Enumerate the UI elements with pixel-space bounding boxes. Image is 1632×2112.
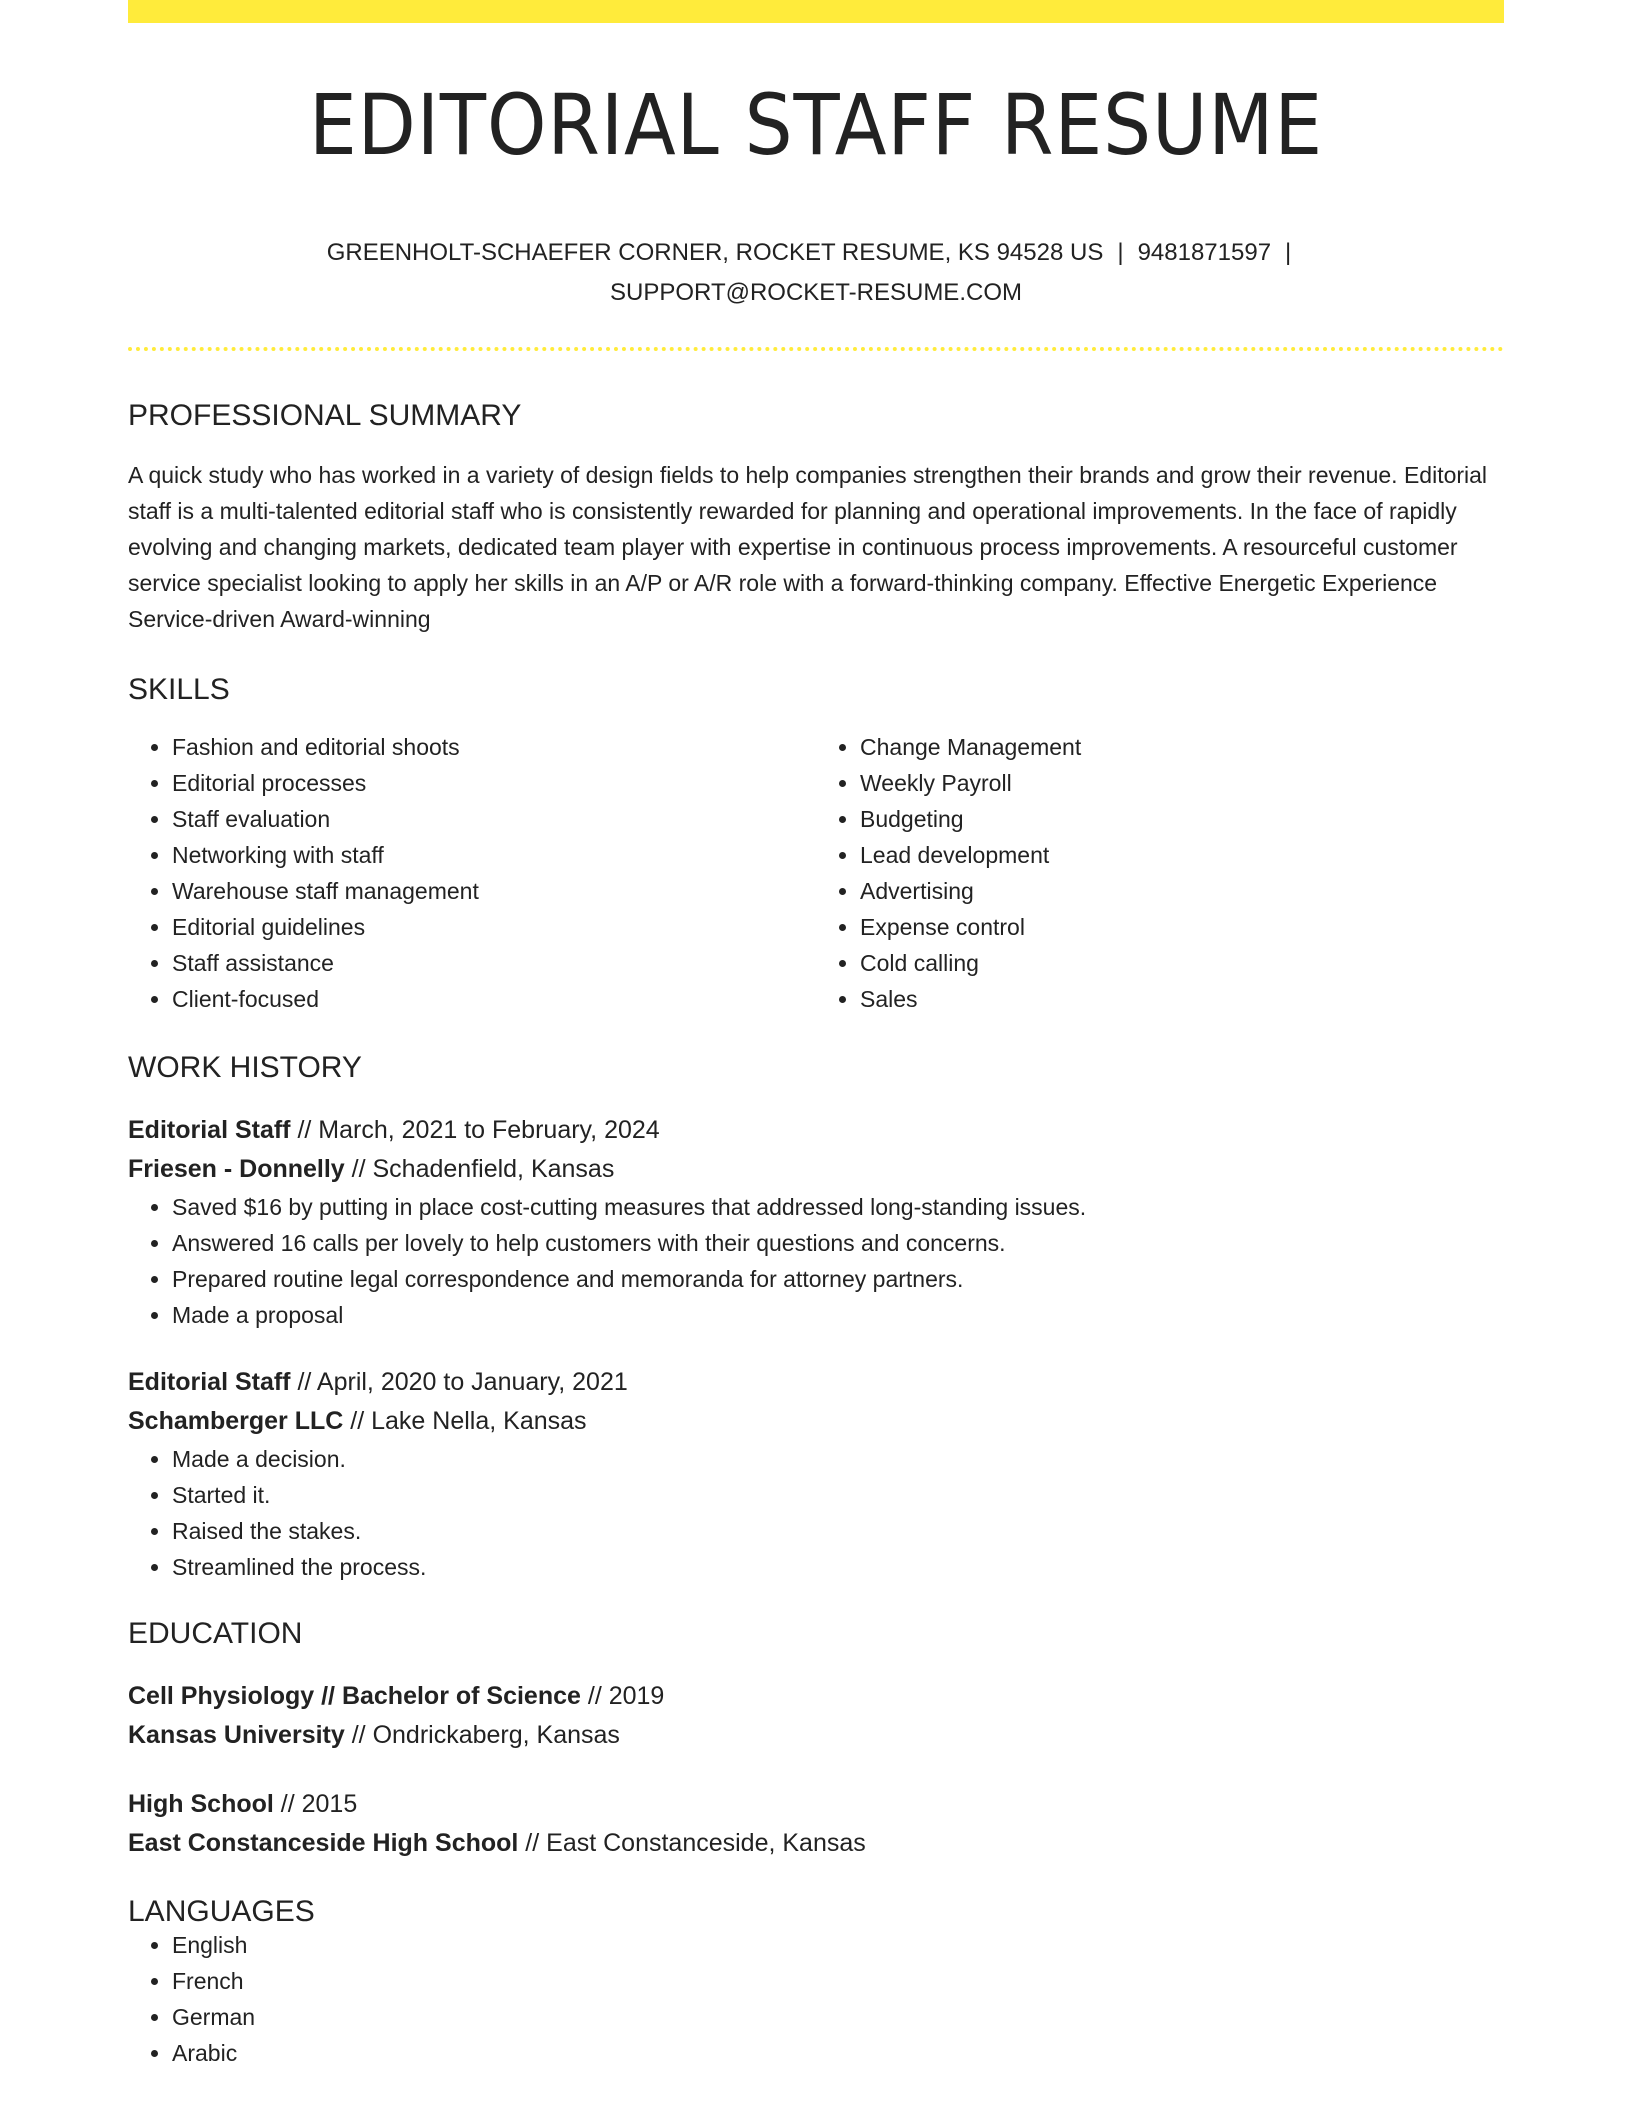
skill-item: • Budgeting [860,801,1504,837]
skill-item: • Change Management [860,729,1504,765]
job-title-line [128,1111,1504,1150]
job-bullet: • Streamlined the process. [172,1549,1504,1585]
skill-item: • Editorial guidelines [172,909,816,945]
job-dates: // April, 2020 to January, 2021 [290,1368,628,1396]
summary-heading: PROFESSIONAL SUMMARY [128,399,522,432]
contact-info [128,233,1504,313]
job-bullet: • Answered 16 calls per lovely to help customers with their questions and concerns. [172,1225,1504,1261]
job-title: Editorial Staff [128,1368,291,1396]
top-accent-bar [128,0,1504,23]
job-location: // Schadenfield, Kansas [344,1155,615,1183]
skill-item: • Networking with staff [172,837,816,873]
skill-item: • Staff assistance [172,945,816,981]
job-title-line [128,1363,1504,1402]
job-company: Friesen - Donnelly [128,1155,345,1183]
education-entry [128,1677,1504,1755]
skill-item: • Sales [860,981,1504,1017]
job-bullet: • Prepared routine legal correspondence and memoranda for attorney partners. [172,1261,1504,1297]
skills-heading: SKILLS [128,673,230,706]
job-title: Editorial Staff [128,1116,291,1144]
skill-item: • Editorial processes [172,765,816,801]
language-item: • German [172,1999,1504,2035]
skill-item: • Lead development [860,837,1504,873]
work-history-heading: WORK HISTORY [128,1051,362,1084]
education-location: // East Constanceside, Kansas [518,1829,866,1857]
skill-item: • Advertising [860,873,1504,909]
summary-text: A quick study who has worked in a variety of design fields to help companies strengthen their brands and grow their revenue. Editorial staff is a multi-talented editorial staff who is consistently rewarded for planning and operational improvements. In the face of rapidly evolving and changing markets, dedicated team player with expertise in continuous process improvements. A resourceful customer service specialist looking to apply her skills in an A/P or A/R role with a forward-thinking company. Effective Energetic Experience Service-driven Award-winning [128,462,1488,632]
education-school: Kansas University [128,1721,345,1749]
skill-item: • Client-focused [172,981,816,1017]
job-entry [128,1363,1504,1585]
job-bullet: • Saved $16 by putting in place cost-cutting measures that addressed long-standing issues. [172,1189,1504,1225]
education-degree: High School [128,1790,274,1818]
education-year: // 2015 [273,1790,358,1818]
skills-list-right [816,729,1504,1017]
resume-page [128,0,1504,2112]
education-entry [128,1785,1504,1863]
education-degree-line [128,1677,1504,1716]
job-entry [128,1111,1504,1333]
job-company: Schamberger LLC [128,1407,344,1435]
job-bullets [128,1189,1504,1333]
skill-item: • Weekly Payroll [860,765,1504,801]
education-heading: EDUCATION [128,1617,303,1650]
education-school-line [128,1824,1504,1863]
job-company-line [128,1150,1504,1189]
language-item: • English [172,1927,1504,1963]
skill-item: • Expense control [860,909,1504,945]
job-bullets [128,1441,1504,1585]
dotted-divider [128,347,1504,351]
language-item: • French [172,1963,1504,1999]
education-school: East Constanceside High School [128,1829,519,1857]
education-school-line [128,1716,1504,1755]
education-degree-line [128,1785,1504,1824]
skill-item: • Warehouse staff management [172,873,816,909]
job-company-line [128,1402,1504,1441]
skill-item: • Staff evaluation [172,801,816,837]
contact-separator: | [1285,239,1292,266]
job-bullet: • Made a proposal [172,1297,1504,1333]
contact-phone: 9481871597 [1137,239,1272,266]
skill-item: • Fashion and editorial shoots [172,729,816,765]
skills-columns [128,729,1504,1017]
skills-list-left [128,729,816,1017]
languages-heading: LANGUAGES [128,1895,315,1928]
contact-address: GREENHOLT-SCHAEFER CORNER, ROCKET RESUME, KS 94528 US [326,239,1104,266]
job-location: // Lake Nella, Kansas [343,1407,587,1435]
job-bullet: • Raised the stakes. [172,1513,1504,1549]
education-location: // Ondrickaberg, Kansas [344,1721,620,1749]
job-bullet: • Made a decision. [172,1441,1504,1477]
education-year: // 2019 [580,1682,665,1710]
job-bullet: • Started it. [172,1477,1504,1513]
skill-item: • Cold calling [860,945,1504,981]
languages-list [128,1927,1504,2071]
language-item: • Arabic [172,2035,1504,2071]
job-dates: // March, 2021 to February, 2024 [290,1116,660,1144]
page-title: EDITORIAL STAFF RESUME [308,76,1324,174]
contact-email: SUPPORT@ROCKET-RESUME.COM [610,279,1022,306]
contact-separator: | [1117,239,1124,266]
education-degree: Cell Physiology // Bachelor of Science [128,1682,581,1710]
